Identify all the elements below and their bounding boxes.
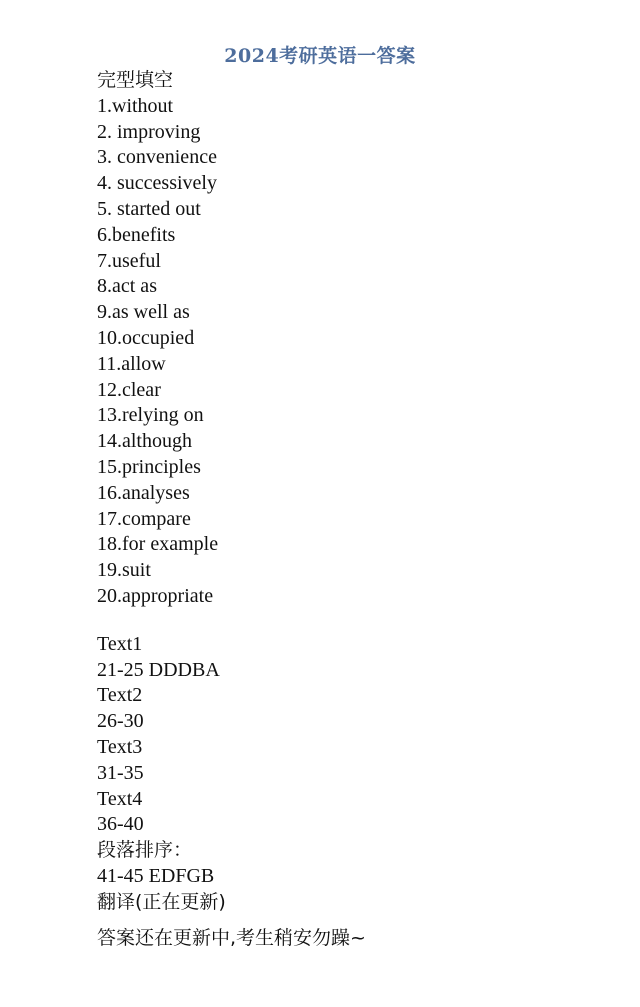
text1-label: Text1: [97, 632, 143, 655]
translation-heading: 翻译(正在更新): [97, 890, 226, 913]
ordering-answers: 41-45 EDFGB: [97, 864, 215, 887]
cloze-answer-item: 8.act as: [97, 275, 157, 298]
text2-answers: 26-30: [97, 710, 144, 733]
cloze-answer-item: 15.principles: [97, 455, 201, 478]
cloze-answer-item: 19.suit: [97, 559, 151, 582]
section-spacer: [97, 610, 617, 632]
cloze-answer-item: 6.benefits: [97, 223, 176, 246]
footer-note: 答案还在更新中,考生稍安勿躁~: [97, 926, 366, 949]
cloze-answer-item: 20.appropriate: [97, 584, 214, 607]
cloze-answer-item: 9.as well as: [97, 301, 190, 324]
text4-answers: 36-40: [97, 813, 144, 836]
cloze-answer-item: 14.although: [97, 430, 192, 453]
document-body: [97, 68, 617, 951]
reading-section: [97, 632, 617, 838]
cloze-answer-item: 1.without: [97, 94, 174, 117]
ordering-section: [97, 838, 617, 890]
text1-answers: 21-25 DDDBA: [97, 658, 220, 681]
cloze-heading: 完型填空: [97, 69, 174, 91]
cloze-answer-item: 18.for example: [97, 533, 219, 556]
cloze-answer-item: 2. improving: [97, 120, 201, 143]
cloze-answer-item: 7.useful: [97, 249, 161, 272]
cloze-answer-item: 10.occupied: [97, 326, 195, 349]
text2-label: Text2: [97, 684, 143, 707]
text4-label: Text4: [97, 787, 143, 810]
translation-section: [97, 890, 617, 916]
ordering-heading: 段落排序：: [97, 839, 193, 862]
cloze-answer-item: 17.compare: [97, 507, 191, 530]
cloze-answer-item: 11.allow: [97, 352, 166, 375]
document-title: 2024考研英语一答案: [224, 45, 416, 67]
cloze-answer-item: 3. convenience: [97, 146, 217, 169]
cloze-answer-item: 13.relying on: [97, 404, 204, 427]
section-spacer: [97, 916, 617, 926]
cloze-answer-item: 4. successively: [97, 172, 217, 195]
cloze-answer-item: 5. started out: [97, 197, 201, 220]
text3-answers: 31-35: [97, 761, 144, 784]
cloze-answer-item: 16.analyses: [97, 481, 190, 504]
text3-label: Text3: [97, 735, 143, 758]
cloze-answer-list: [97, 94, 617, 610]
cloze-answer-item: 12.clear: [97, 378, 161, 401]
